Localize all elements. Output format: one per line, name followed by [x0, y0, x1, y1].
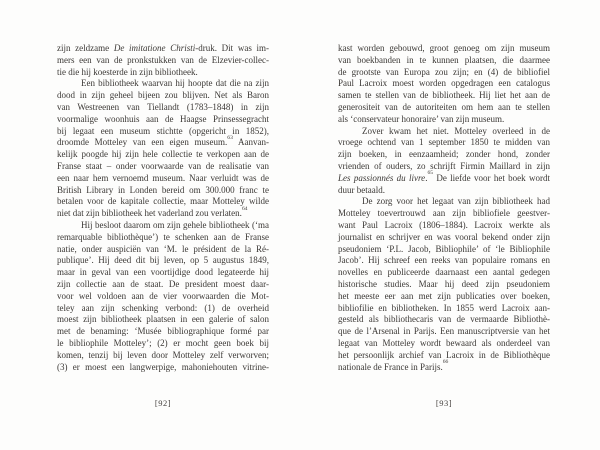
text-line [338, 314, 550, 326]
text-line-content: (3) er moest een langwerpige, mahoniehouten vitrine- [57, 361, 269, 372]
text-line [338, 196, 550, 208]
page-left [57, 0, 269, 450]
page-number-right: [93] [435, 398, 453, 408]
text-line [338, 185, 550, 197]
text-line [338, 232, 550, 244]
text-line [338, 90, 550, 102]
text-line [57, 67, 269, 79]
text-line [57, 350, 269, 362]
text-line-content: want Paul Lacroix (1806–1884). Lacroix werkte als [338, 219, 550, 230]
text-line-content: le bibliophile Motteley’; (2) er mocht geen boek bij [57, 337, 269, 348]
text-line [338, 126, 550, 138]
text-line-content: kast worden gebouwd, groot genoeg om zijn museum [338, 43, 550, 53]
text-line [338, 208, 550, 220]
text-line-content: voor wel voldoen aan de vier voorwaarden die Mot- [57, 290, 269, 301]
text-line [57, 220, 269, 232]
text-line-content: niet dat zijn bibliotheek het vaderland zou verlaten.$^{64}$ [57, 205, 248, 219]
text-line [57, 362, 269, 374]
text-line-content: komen, tenzij bij leven door Motteley zelf verworven; [57, 349, 269, 360]
text-line [338, 137, 550, 149]
text-line [57, 338, 269, 350]
text-line [57, 173, 269, 185]
text-line [338, 67, 550, 79]
text-line-content: van boekbanden in te kunnen plaatsen, die daarmee [338, 54, 550, 65]
text-column-left [57, 43, 269, 373]
text-line [57, 267, 269, 279]
text-line [338, 359, 550, 374]
text-line-content: voormalige woonhuis aan de Haagse Prinsessegracht [57, 113, 269, 124]
text-line-content: het persoonlijk archief van Lacroix in de Bibliothèque [338, 349, 550, 360]
text-line [338, 338, 550, 350]
text-line-content: historische studies. Maar hij deed zijn pseudoniem [338, 278, 550, 289]
text-line [338, 303, 550, 315]
text-line-content: Hij besloot daarom om zijn gehele bibliotheek (‘ma [81, 219, 269, 230]
text-line-content: teley aan zijn schenking verbond: (1) de overheid [57, 302, 269, 313]
text-line-content: een naar hem vernoemd museum. Naar verluidt was de [57, 172, 269, 183]
text-line-content: novelles en publiceerde daarnaast een aantal gedegen [338, 267, 550, 278]
text-line [57, 205, 269, 220]
text-line-content: van Westreenen van Tiellandt (1783–1848) in zijn [57, 101, 269, 112]
text-line-content: Een bibliotheek waarvan hij hoopte dat die na zijn [81, 78, 269, 89]
text-line-content: que de l’Arsenal in Parijs. Een manuscriptversie van het [338, 326, 550, 337]
text-line-content: nationale de France in Parijs.$^{66}$ [338, 359, 449, 372]
text-line-content: zijn collectie aan de staat. De president moest daar- [57, 278, 269, 289]
text-line-content: Paul Lacroix moest worden opgedragen een catalogus [338, 78, 550, 89]
text-line-content: legaat van Motteley wordt bewaard als onderdeel van [338, 337, 550, 348]
text-line [57, 149, 269, 161]
text-line [338, 244, 550, 256]
text-line [338, 170, 551, 185]
text-line [338, 326, 550, 338]
text-line [338, 267, 550, 279]
text-line-content: vroege ochtend van 1 september 1850 te midden van [338, 137, 550, 148]
text-line-content: bibliofilie en bibliotheken. In 1855 werd Lacroix aan- [338, 302, 550, 313]
text-line-content: vrienden of ouders, zo schrijft Firmin Maillard in zijn [338, 160, 550, 171]
text-line-content: De zorg voor het legaat van zijn bibliotheek had [362, 196, 550, 207]
text-line-content: pseudoniem ‘P.L. Jacob, Bibliophile’ of ‘le Bibliophile [338, 243, 550, 254]
text-line [57, 114, 269, 126]
text-line-content: remarquable bibliothèque’) te schenken aan de Franse [57, 231, 269, 242]
text-line [338, 78, 550, 90]
text-line [57, 326, 269, 338]
text-line [57, 185, 269, 197]
text-line-content: gesteld als bibliothecaris van de vermaarde Bibliothè- [338, 314, 550, 325]
page-right [338, 0, 550, 450]
text-column-right [338, 43, 550, 373]
text-line-content: bij legaat een museum stichtte (opgericht in 1852), [57, 125, 269, 136]
text-line [57, 196, 269, 208]
text-line [338, 149, 550, 161]
text-line-content: samen te stellen van de bibliotheek. Hij liet het aan de [338, 90, 550, 101]
text-line [57, 55, 269, 67]
text-line-content: met de benaming: ‘Musée bibliographique formé par [57, 326, 269, 337]
text-line-content: Zover kwam het niet. Motteley overleed in de [362, 125, 550, 136]
text-line-content: generositeit van de autoriteiten om hem aan te stellen [338, 101, 550, 112]
text-line [57, 314, 269, 326]
text-line [338, 279, 550, 291]
text-line [57, 279, 269, 291]
text-line [57, 126, 269, 138]
text-line [57, 255, 269, 267]
text-line-content: droomde Motteley van een eigen museum.$^{63}$ Aanvan- [57, 134, 269, 148]
text-line-content: mers een van de pronkstukken van de Elzevier-collec- [57, 54, 269, 65]
text-line [338, 43, 550, 55]
text-line-content: moest zijn bibliotheek plaatsen in een galerie of salon [57, 314, 269, 325]
text-line-content: natie, onder auspiciën van ‘M. le président de la Ré- [57, 243, 269, 254]
text-line-content: dood in zijn geheel bijeen zou blijven. Net als Baron [57, 90, 269, 101]
text-line-content: maar in geval van een voortijdige dood legateerde hij [57, 267, 269, 278]
text-line-content: zijn zeldzame De imitatione Christi-druk. Dit was im- [57, 43, 270, 53]
text-line-content: duur betaald. [338, 184, 385, 195]
page-number-left: [92] [154, 398, 172, 408]
text-line [57, 102, 269, 114]
text-line [338, 55, 550, 67]
text-line [338, 291, 550, 303]
text-line [338, 114, 550, 126]
text-line [57, 303, 269, 315]
text-line [57, 291, 269, 303]
text-line [338, 220, 550, 232]
text-line-content: British Library in Londen bereid om 300.000 franc te [57, 184, 269, 195]
text-line-content: Les passionnés du livre.$^{65}$ De liefde voor het boek wordt [338, 170, 551, 183]
text-line-content: betalen voor de kapitale collectie, maar Motteley wilde [57, 196, 269, 207]
text-line [338, 102, 550, 114]
text-line-content: kelijk poogde hij zijn hele collectie te verkopen aan de [57, 149, 269, 160]
text-line [57, 244, 269, 256]
text-line [57, 161, 269, 173]
text-line-content: Motteley toevertrouwd aan zijn bibliofiele geestver- [338, 208, 550, 219]
text-line-content: tie die hij koesterde in zijn bibliotheek. [57, 66, 198, 77]
text-line [57, 134, 269, 149]
text-line-content: het meeste eer aan met zijn publicaties over boeken, [338, 290, 550, 301]
text-line-content: de grootste van Europa zou zijn; en (4) de bibliofiel [338, 66, 550, 77]
text-line [338, 161, 550, 173]
text-line-content: publique’. Hij deed dit bij leven, op 5 augustus 1849, [57, 255, 269, 266]
text-line-content: Franse staat – onder voorwaarde van de realisatie van [57, 160, 269, 171]
text-line [57, 90, 269, 102]
text-line [338, 255, 550, 267]
text-line [57, 232, 269, 244]
text-line-content: Jacob’. Hij schreef een reeks van populaire romans en [338, 255, 550, 266]
text-line-content: zijn boeken, in eenzaamheid; zonder hond, zonder [338, 149, 550, 160]
text-line [57, 43, 269, 55]
text-line [57, 78, 269, 90]
text-line-content: als ‘conservateur honoraire’ van zijn museum. [338, 113, 505, 124]
text-line-content: journalist en schrijver en was vooral bekend onder zijn [338, 231, 550, 242]
